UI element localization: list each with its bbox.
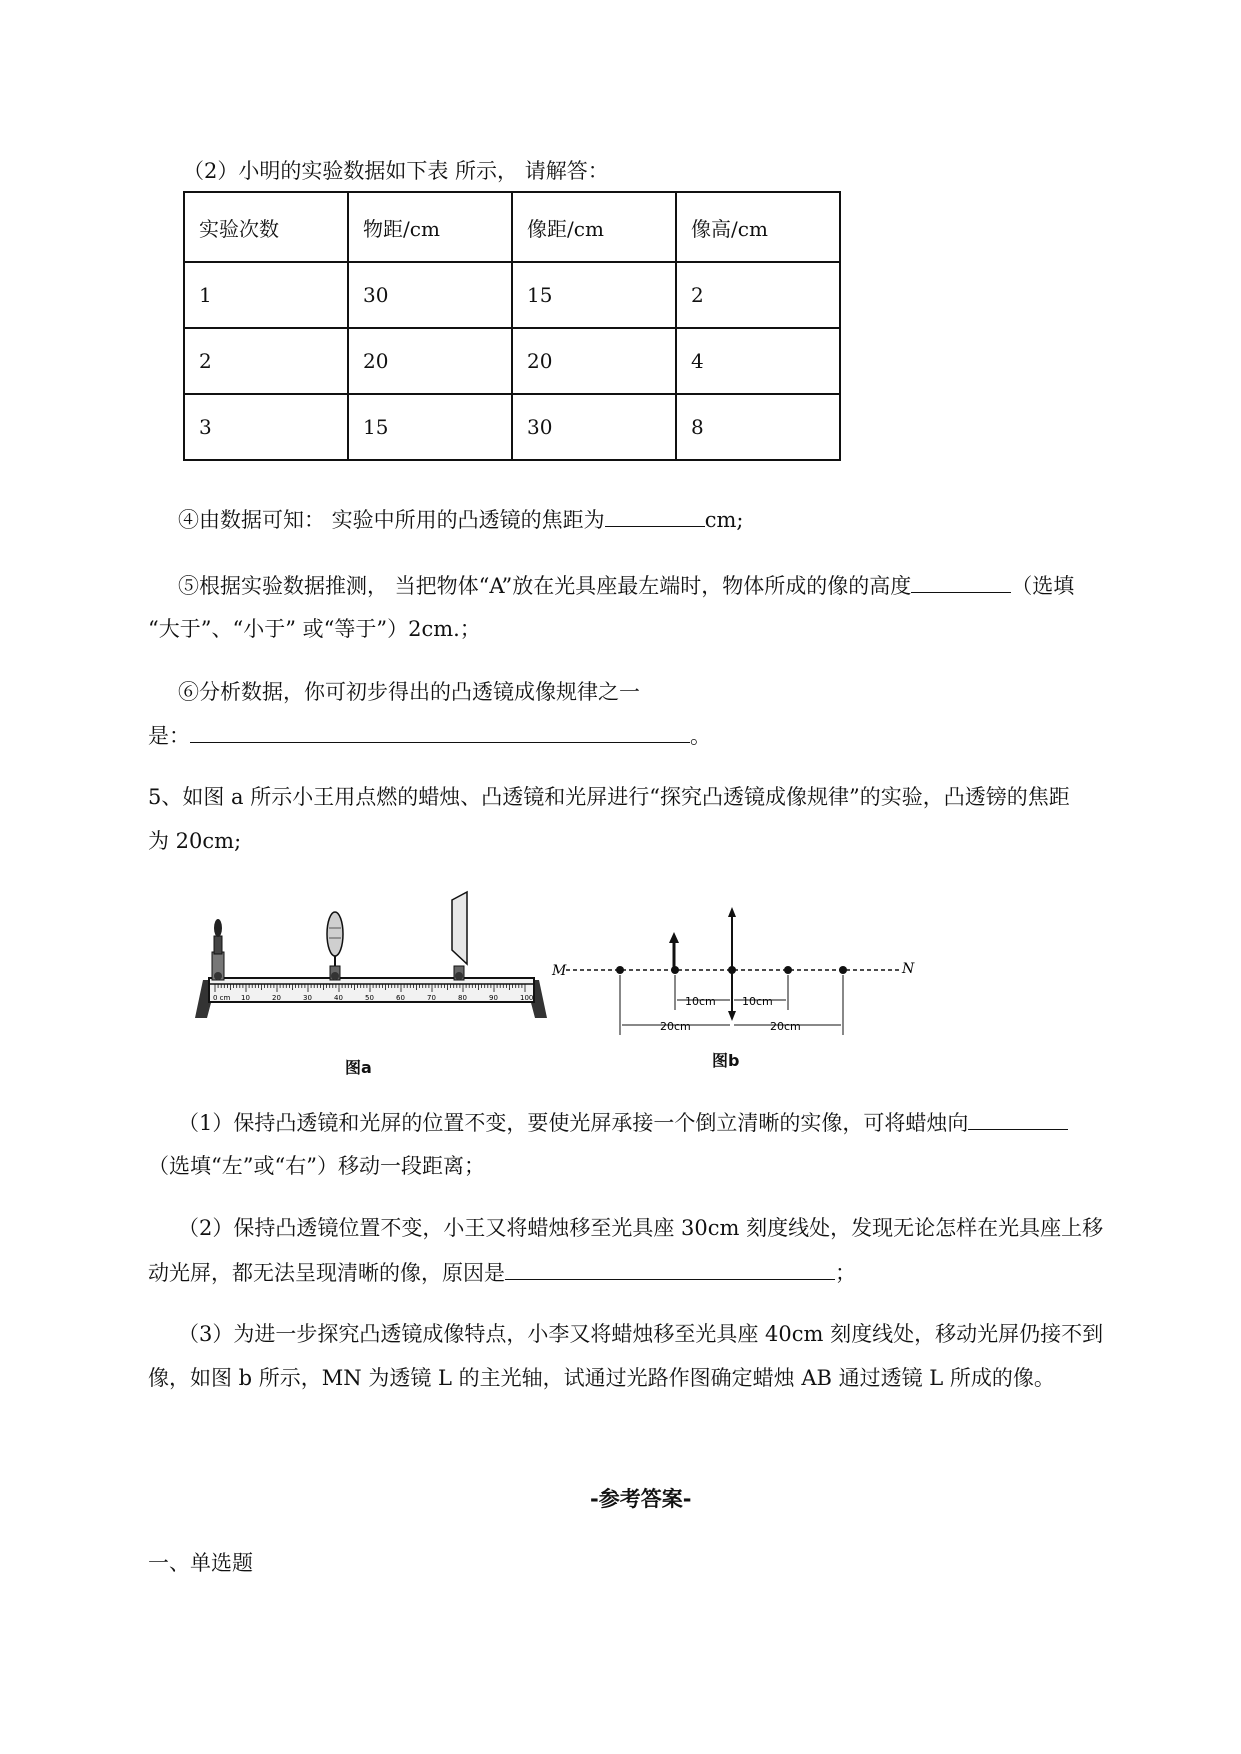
ruler-scale-label: 0 cm (213, 994, 231, 1002)
table-header-cell: 像距/cm (512, 192, 676, 262)
table-cell: 8 (676, 394, 840, 460)
table-cell: 30 (512, 394, 676, 460)
answer-blank-imaging-rule[interactable] (190, 720, 690, 743)
label-m: M (552, 963, 567, 979)
problem-5-line2: 为 20cm; (148, 829, 242, 853)
ruler-scale-label: 60 (396, 994, 405, 1002)
answer-blank-focal-length[interactable] (605, 504, 705, 527)
focal-point-2f-right (839, 966, 847, 974)
figure-a-optical-bench (195, 888, 555, 1028)
sub-question-1 (178, 1107, 1068, 1138)
table-cell: 3 (184, 394, 348, 460)
ruler-scale-label: 70 (427, 994, 436, 1002)
table-header-cell: 物距/cm (348, 192, 512, 262)
table-cell: 20 (348, 328, 512, 394)
sub-question-2-suffix: ； (835, 1261, 856, 1285)
light-screen (452, 892, 467, 980)
question-5 (178, 570, 1074, 601)
question-6-prefix: 是： (148, 724, 190, 748)
table-cell: 4 (676, 328, 840, 394)
ruler-scale-label: 30 (303, 994, 312, 1002)
question-4 (178, 504, 743, 535)
sub-question-2-text: 动光屏，都无法呈现清晰的像，原因是 (148, 1261, 505, 1285)
figure-b-principal-axis (550, 895, 930, 1035)
dim-inner-right-label: 10cm (742, 995, 773, 1008)
table-header-cell: 像高/cm (676, 192, 840, 262)
candle (212, 919, 224, 980)
dim-inner-left-label: 10cm (685, 995, 716, 1008)
object-arrow-icon (669, 932, 679, 943)
sub-question-2-line1: （2）保持凸透镜位置不变，小王又将蜡烛移至光具座 30cm 刻度线处，发现无论怎样在光具座上移 (178, 1216, 1104, 1240)
part2-intro: （2）小明的实验数据如下表 所示， 请解答： (183, 159, 609, 183)
sub-question-2-line2 (148, 1257, 856, 1288)
ruler-scale-label: 40 (334, 994, 343, 1002)
question-4-unit: cm; (704, 508, 744, 532)
sub-question-1-line2: （选填“左”或“右”）移动一段距离； (148, 1154, 485, 1178)
figure-b-caption: 图b (712, 1051, 740, 1070)
label-n: N (902, 961, 915, 977)
table-cell: 15 (512, 262, 676, 328)
ruler-scale-label: 20 (272, 994, 281, 1002)
experiment-data-table (183, 191, 841, 461)
table-header-cell: 实验次数 (184, 192, 348, 262)
dim-outer-left-label: 20cm (660, 1020, 691, 1033)
problem-5-line1: 5、如图 a 所示小王用点燃的蜡烛、凸透镜和光屏进行“探究凸透镜成像规律”的实验，凸透镑的焦距 (148, 785, 1070, 809)
convex-lens (327, 912, 343, 980)
sub-question-1-text: （1）保持凸透镜和光屏的位置不变，要使光屏承接一个倒立清晰的实像，可将蜡烛向 (178, 1111, 969, 1135)
sub-question-3-line2: 像，如图 b 所示，MN 为透镜 L 的主光轴，试通过光路作图确定蜡烛 AB 通过透镜 L 所成的像。 (148, 1366, 1055, 1390)
question-6-line1: ⑥分析数据，你可初步得出的凸透镜成像规律之一 (178, 680, 640, 704)
focal-point-2f-left (616, 966, 624, 974)
ruler-scale-label: 50 (365, 994, 374, 1002)
lens-top-arrow-icon (728, 907, 736, 917)
question-6-suffix: 。 (690, 724, 711, 748)
table-cell: 2 (676, 262, 840, 328)
table-cell: 20 (512, 328, 676, 394)
dim-outer-right-label: 20cm (770, 1020, 801, 1033)
ruler-scale-label: 100 (520, 994, 534, 1002)
table-header-row (184, 192, 840, 262)
table-cell: 30 (348, 262, 512, 328)
question-5-text: ⑤根据实验数据推测， 当把物体“A”放在光具座最左端时，物体所成的像的高度 (178, 574, 912, 598)
section-1-heading: 一、单选题 (148, 1551, 253, 1575)
focal-point-f-right (784, 966, 792, 974)
ruler-scale-label: 80 (458, 994, 467, 1002)
question-5-select-hint: （选填 (1011, 574, 1075, 598)
answer-blank-reason[interactable] (505, 1257, 835, 1280)
table-cell: 2 (184, 328, 348, 394)
ruler-scale-label: 90 (489, 994, 498, 1002)
sub-question-3-line1: （3）为进一步探究凸透镜成像特点，小李又将蜡烛移至光具座 40cm 刻度线处，移动光屏仍接不到 (178, 1322, 1104, 1346)
table-cell: 1 (184, 262, 348, 328)
answers-title: -参考答案- (590, 1487, 692, 1511)
table-row (184, 262, 840, 328)
question-6-line2 (148, 720, 711, 751)
question-5-line2: “大于”、“小于” 或“等于”）2cm.； (148, 617, 481, 641)
answer-blank-image-height[interactable] (911, 570, 1011, 593)
table-row (184, 328, 840, 394)
question-4-text: ④由数据可知： 实验中所用的凸透镜的焦距为 (178, 508, 605, 532)
figure-a-caption: 图a (345, 1058, 372, 1077)
lens-bottom-arrow-icon (728, 1011, 736, 1021)
table-cell: 15 (348, 394, 512, 460)
ruler-scale-label: 10 (241, 994, 250, 1002)
answer-blank-direction[interactable] (968, 1107, 1068, 1130)
table-row (184, 394, 840, 460)
